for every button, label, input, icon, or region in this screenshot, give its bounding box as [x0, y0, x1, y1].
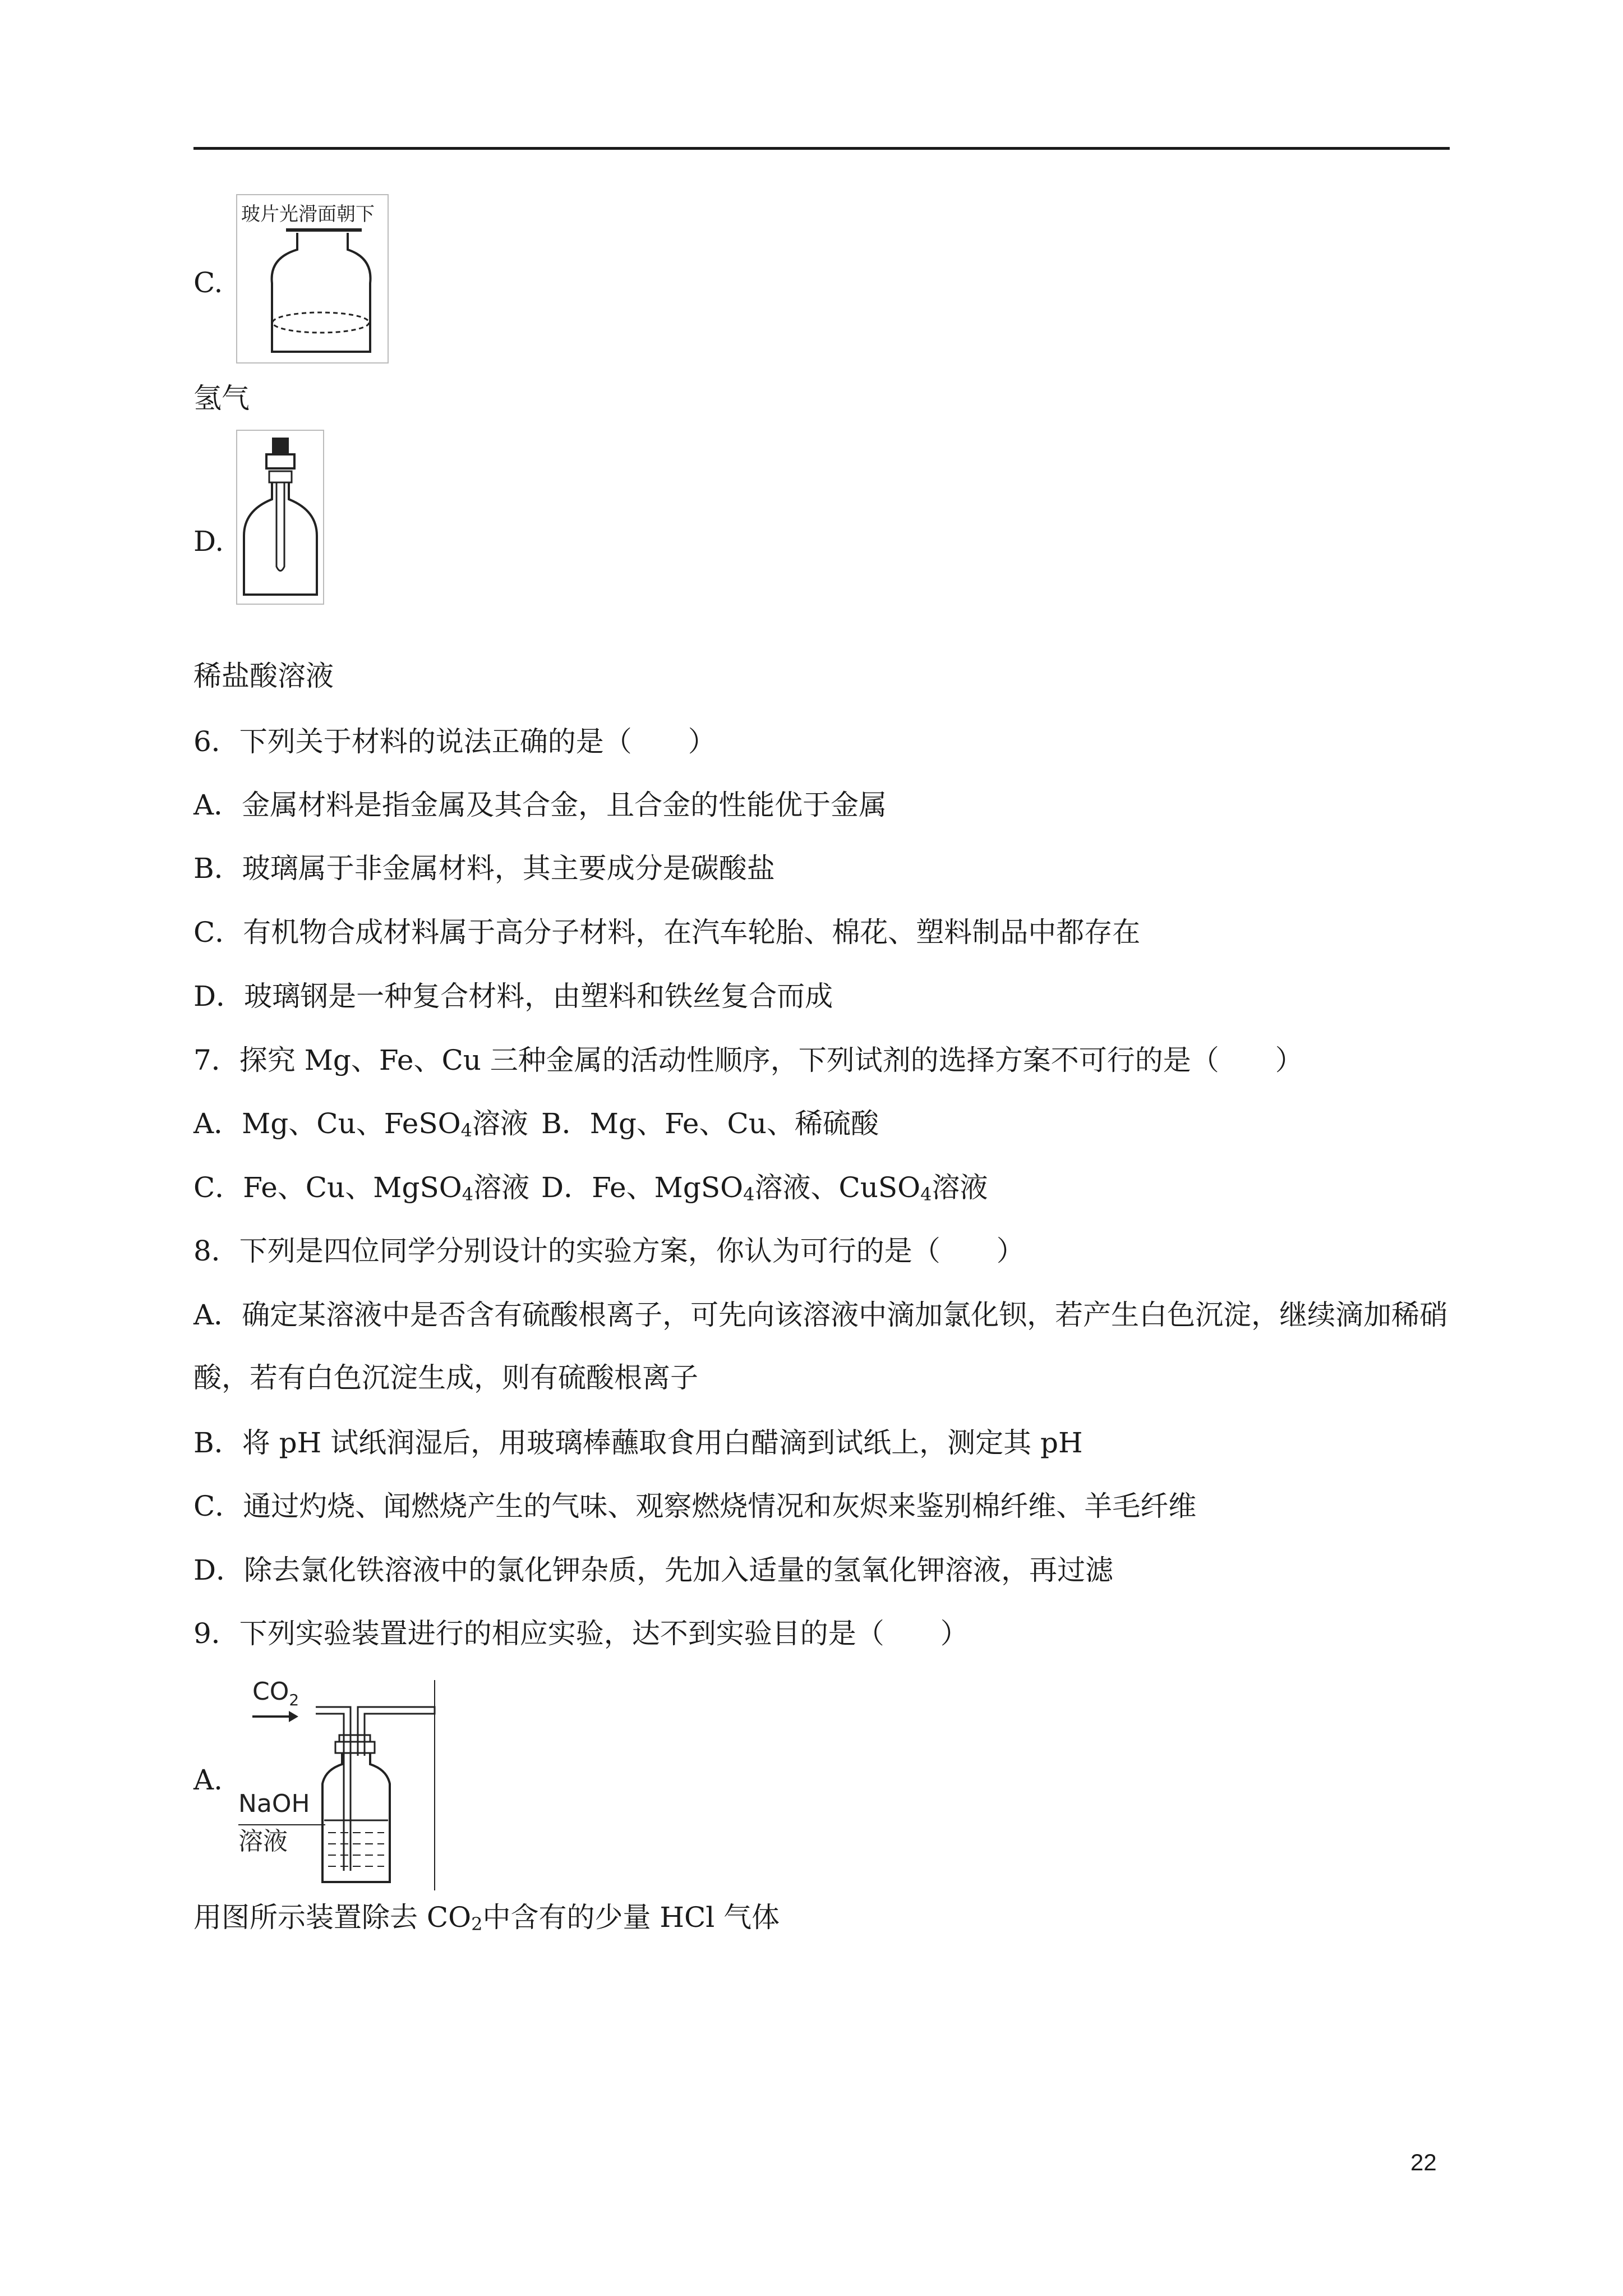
option-d-label: D.	[193, 525, 224, 558]
q7-option-c: C．Fe、Cu、MgSO$_4$溶液	[193, 1171, 530, 1205]
option-c-caption: 氢气	[193, 382, 250, 415]
fig-solution-label: 溶液	[238, 1827, 288, 1856]
header-rule	[193, 147, 1450, 150]
q9-option-a-label: A.	[193, 1764, 223, 1796]
gas-jar-figure	[236, 194, 390, 365]
page-number: 22	[1410, 2149, 1437, 2175]
q6-option-d: D．玻璃钢是一种复合材料，由塑料和铁丝复合而成	[193, 980, 833, 1013]
q6-option-a: A．金属材料是指金属及其合金，且合金的性能优于金属	[193, 789, 887, 821]
q6-option-c: C．有机物合成材料属于高分子材料，在汽车轮胎、棉花、塑料制品中都存在	[193, 916, 1141, 949]
q9-option-a-caption: 用图所示装置除去 $CO_2$中含有的少量 HCl 气体	[193, 1901, 780, 1935]
q8-option-c: C．通过灼烧、闻燃烧产生的气味、观察燃烧情况和灰烬来鉴别棉纤维、羊毛纤维	[193, 1490, 1197, 1522]
c-fig-text: 玻片光滑面朝下	[241, 203, 375, 226]
dropper-bottle-figure	[236, 429, 325, 606]
q7-option-a: A．Mg、Cu、FeSO$_4$溶液	[193, 1107, 528, 1141]
option-d-caption: 稀盐酸溶液	[193, 660, 334, 692]
q8-option-a: A．确定某溶液中是否含有硫酸根离子，可先向该溶液中滴加氯化钡，若产生白色沉淀，继续滴加稀硝酸，若有白色沉淀生成，则有硫酸根离子	[193, 1299, 1448, 1394]
q8-stem: 8．下列是四位同学分别设计的实验方案，你认为可行的是（ ）	[193, 1235, 1025, 1267]
fig-naoh-label: NaOH	[238, 1789, 310, 1818]
q7-option-d: D．Fe、MgSO$_4$溶液、CuSO$_4$溶液	[541, 1171, 988, 1205]
q7-stem: 7．探究 Mg、Fe、Cu 三种金属的活动性顺序，下列试剂的选择方案不可行的是（ ）	[193, 1044, 1303, 1076]
q7-option-b: B．Mg、Fe、Cu、稀硫酸	[541, 1107, 879, 1140]
option-c-label: C.	[193, 266, 223, 299]
q8-option-d: D．除去氯化铁溶液中的氯化钾杂质，先加入适量的氢氧化钾溶液，再过滤	[193, 1554, 1114, 1586]
gas-washing-bottle-figure	[236, 1669, 437, 1893]
q9-stem: 9．下列实验装置进行的相应实验，达不到实验目的是（ ）	[193, 1617, 969, 1650]
fig-co2-label: $CO_2$	[252, 1677, 299, 1709]
q6-stem: 6．下列关于材料的说法正确的是（ ）	[193, 725, 716, 758]
q8-option-b: B．将 pH 试纸润湿后，用玻璃棒蘸取食用白醋滴到试纸上，测定其 pH	[193, 1427, 1083, 1459]
q6-option-b: B．玻璃属于非金属材料，其主要成分是碳酸盐	[193, 852, 775, 885]
